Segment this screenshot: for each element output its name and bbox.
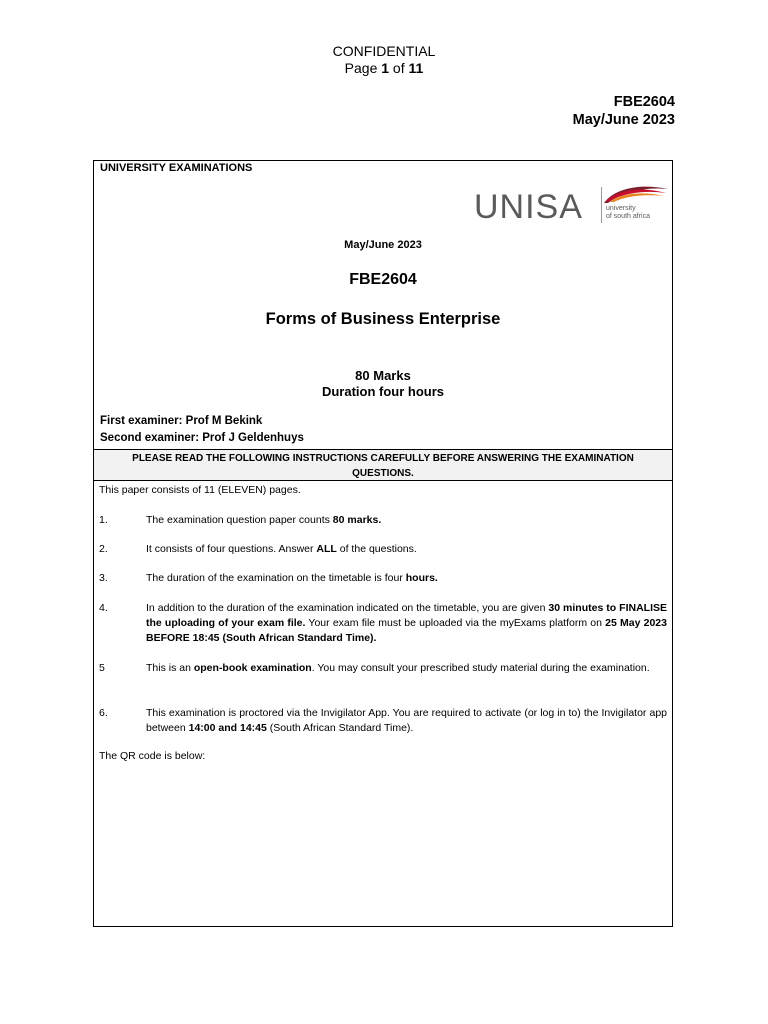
unisa-wordmark: UNISA [474, 188, 583, 226]
page-number: 1 [381, 60, 390, 76]
instruction-segment: Your exam file must be uploaded via the myExams platform on [305, 617, 606, 629]
instruction-number: 1. [99, 514, 108, 526]
instruction-emphasis: 25 May 2023 BEFORE 18:45 (South African Standard Time). [146, 617, 667, 644]
page-total: 11 [408, 60, 424, 76]
instruction-segment: The duration of the examination on the timetable is four [146, 572, 406, 584]
university-examinations-heading: UNIVERSITY EXAMINATIONS [100, 162, 253, 174]
instruction-item [99, 571, 667, 586]
page-count-note: This paper consists of 11 (ELEVEN) pages. [99, 484, 301, 496]
instruction-item [99, 542, 667, 557]
exam-session: May/June 2023 [344, 239, 422, 251]
unisa-logo [472, 179, 672, 229]
instruction-segment: The examination question paper counts [146, 514, 333, 526]
instruction-text [146, 571, 667, 586]
instruction-text [146, 601, 667, 646]
instruction-segment: In addition to the duration of the examination indicated on the timetable, you are given [146, 602, 549, 614]
instruction-item [99, 513, 667, 528]
exam-cover-frame [93, 160, 673, 927]
page-of: of [389, 60, 409, 76]
instruction-segment: This examination is proctored via the Invigilator App. You are required to activate (or log in to) the Invigilator app between [146, 707, 667, 734]
exam-marks: 80 Marks [355, 368, 411, 383]
instruction-text [146, 513, 667, 528]
exam-duration: Duration four hours [321, 384, 445, 399]
instruction-segment: . You may consult your prescribed study material during the examination. [311, 662, 650, 674]
header-session: May/June 2023 [572, 112, 675, 128]
instruction-segment: This is an [146, 662, 194, 674]
instruction-number: 3. [99, 572, 108, 584]
instruction-emphasis: hours. [405, 572, 438, 584]
unisa-swoosh-icon [602, 181, 670, 205]
instruction-item [99, 601, 667, 646]
page-indicator [0, 60, 768, 77]
exam-course-title: Forms of Business Enterprise [265, 310, 501, 328]
page-prefix: Page [344, 60, 382, 76]
instruction-item [99, 706, 667, 736]
instructions-banner: PLEASE READ THE FOLLOWING INSTRUCTIONS CAREFULLY BEFORE ANSWERING THE EXAMINATION QUESTIONS. [94, 449, 672, 481]
instruction-emphasis: open-book examination [193, 662, 312, 674]
instruction-segment: (South African Standard Time). [266, 722, 414, 734]
instruction-item [99, 661, 667, 676]
instruction-segment: of the questions. [336, 543, 417, 555]
instruction-number: 4. [99, 602, 108, 614]
instruction-emphasis: 30 minutes to FINALISE the uploading of your exam file. [146, 602, 667, 629]
instruction-number: 5 [99, 662, 105, 674]
instruction-segment: It consists of four questions. Answer [146, 543, 317, 555]
instruction-number: 6. [99, 707, 108, 719]
first-examiner: First examiner: Prof M Bekink [100, 415, 263, 427]
logo-tagline-line2: of south africa [606, 213, 650, 220]
qr-code-note: The QR code is below: [99, 750, 206, 762]
instruction-text [146, 661, 667, 676]
exam-course-code: FBE2604 [349, 271, 417, 288]
instruction-emphasis: 80 marks. [332, 514, 382, 526]
logo-tagline [606, 205, 650, 221]
instruction-emphasis: ALL [316, 543, 337, 555]
instruction-text [146, 542, 667, 557]
confidential-label: CONFIDENTIAL [332, 43, 436, 59]
instruction-text [146, 706, 667, 736]
logo-tagline-line1: university [606, 205, 636, 212]
instruction-number: 2. [99, 543, 108, 555]
header-course-code: FBE2604 [613, 94, 675, 110]
second-examiner: Second examiner: Prof J Geldenhuys [100, 432, 304, 444]
instruction-emphasis: 14:00 and 14:45 [188, 722, 267, 734]
